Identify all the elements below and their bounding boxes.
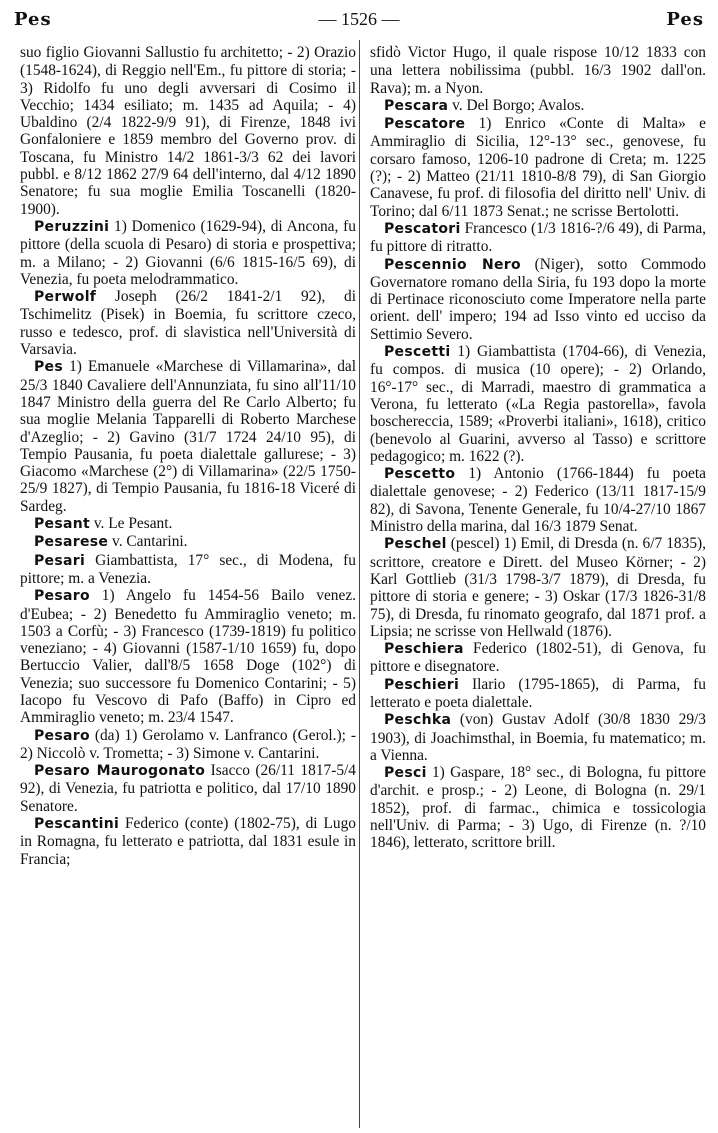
entry-text: 1) Angelo fu 1454-56 Bailo venez. d'Eubea; - 2) Benedetto fu Ammiraglio veneto; m. 1503 a Corfù; - 3) Francesco (1739-1819) fu politico veneziano; - 4) Giovanni (1587-1/10 1659) fu, dopo Bertuccio Valier, dall'8/5 1658 Doge (102°) di Venezia; suo successore fu Domenico Contarini; - 5) Iacopo fu Vescovo di Pafo (Baffo) in Cipro ed Ammiraglio veneto; m. 23/4 1547. bbox=[20, 587, 356, 727]
entry-text: 1) Gaspare, 18° sec., di Bologna, fu pittore d'archit. e prosp.; - 2) Leone, di Bologna (n. 29/1 1852), prof. di farmac., chimica e tossicologia nell'Univ. di Parma; - 3) Ugo, di Firenze (n. ?/10 1846), letterato, scrittore brill. bbox=[370, 764, 706, 852]
left-running-head: Pes bbox=[14, 8, 52, 30]
entry-headword: Pes bbox=[34, 359, 63, 376]
entry-text: Francesco (1/3 1816-?/6 49), di Parma, fu pittore di ritratto. bbox=[370, 219, 706, 256]
entry bbox=[20, 762, 356, 815]
left-column bbox=[20, 44, 356, 868]
entry bbox=[370, 343, 706, 465]
entry-headword: Peschieri bbox=[384, 676, 460, 693]
entry-text: suo figlio Giovanni Sallustio fu architetto; - 2) Orazio (1548-1624), di Reggio nell'Em., fu pittore di storia; - 3) Ridolfo fu uno degli avversari di Cosimo il Vecchio; 1434 esiliato; m. 1435 ad Aquila; - 4) Ubaldino (2/4 1822-9/9 91), di Firenze, 1848 ivi Gonfaloniere e 1859 membro del Governo prov. di Toscana, fu Ministro 14/2 1861-3/3 62 dei lavori pubbl. e 8/12 1862 27/9 64 dell'interno, dal 4/12 1890 Senatore; fu sua moglie Emilia Toscanelli (1820-1900). bbox=[20, 44, 356, 218]
entry bbox=[20, 533, 356, 551]
entry-text: v. Del Borgo; Avalos. bbox=[448, 96, 585, 114]
entry-headword: Pesarese bbox=[34, 534, 109, 551]
right-running-head: Pes bbox=[666, 8, 704, 30]
entry-headword: Pesaro bbox=[34, 727, 90, 744]
entry-text: Giambattista, 17° sec., di Modena, fu pittore; m. a Venezia. bbox=[20, 551, 356, 587]
column-divider bbox=[359, 40, 360, 1128]
entry bbox=[370, 465, 706, 535]
entry-headword: Pesari bbox=[34, 552, 86, 569]
entry bbox=[20, 587, 356, 726]
entry bbox=[370, 44, 706, 97]
entry-text: Ilario (1795-1865), di Parma, fu letterato e poeta dialettale. bbox=[370, 675, 706, 711]
entry-headword: Pescatore bbox=[384, 116, 466, 133]
entry bbox=[370, 220, 706, 256]
entry-headword: Pescetto bbox=[384, 466, 456, 483]
entry bbox=[370, 640, 706, 676]
page-header bbox=[14, 4, 704, 34]
entry-text: sfidò Victor Hugo, il quale rispose 10/12 1833 con una lettera nobilissima (pubbl. 16/3 1902 dall'on. Rava); m. a Nyon. bbox=[370, 44, 706, 97]
entry bbox=[20, 44, 356, 218]
entry bbox=[370, 764, 706, 851]
entry bbox=[20, 727, 356, 763]
entry-headword: Pescantini bbox=[34, 816, 120, 833]
entry-text: 1) Antonio (1766-1844) fu poeta dialettale genovese; - 2) Federico (13/11 1817-15/9 82), di Savona, Tenente Generale, fu 10/4-27/10 1867 Ministro della marina, dal 16/3 1879 Senat. bbox=[370, 465, 706, 536]
entry bbox=[370, 97, 706, 115]
entry bbox=[370, 115, 706, 220]
entry-headword: Peschel bbox=[384, 536, 447, 553]
entry-text: v. Cantarini. bbox=[108, 533, 188, 551]
entry-headword: Pesci bbox=[384, 765, 427, 782]
entry bbox=[370, 535, 706, 640]
entry-headword: Pesant bbox=[34, 516, 90, 533]
entry-text: Federico (conte) (1802-75), di Lugo in Romagna, fu letterato e patriotta, dal 1831 esule in Francia; bbox=[20, 815, 356, 868]
entry-text: (Niger), sotto Commodo Governatore romano della Siria, fu 193 dopo la morte di Pertinace riconosciuto come Imperatore nella parte orient. dell' impero; 194 ad Isso vinto ed ucciso da Settimio Severo. bbox=[370, 255, 707, 343]
entry-headword: Pescara bbox=[384, 97, 449, 114]
entry-headword: Pescennio Nero bbox=[384, 256, 521, 273]
entry-text: v. Le Pesant. bbox=[90, 515, 173, 533]
entry-text: (pescel) 1) Emil, di Dresda (n. 6/7 1835), scrittore, creatore e Dirett. del Museo Körner; - 2) Karl Gottlieb (31/3 1798-3/7 1879), di Dresda, fu pittore di storia e genere; - 3) Oskar (17/3 1826-31/8 75), di Dresda, fu rinomato geografo, dal 1871 prof. a Lipsia; ne scrisse von Hellwald (1876). bbox=[370, 535, 706, 640]
entry-headword: Pesaro bbox=[34, 588, 90, 605]
entry-text: 1) Giambattista (1704-66), di Venezia, fu compos. di musica (10 opere); - 2) Orlando, 16°-17° sec., di Marradi, maestro di grammatica a Verona, fu letterato («La Regia pastorella», favola boschereccia, 1589; «Proverbi italiani», 1618), critico (benevolo al Guarini, avverso al Tasso) e scrittore pedagogico; m. 1622 (?). bbox=[370, 343, 706, 465]
entry bbox=[20, 515, 356, 533]
entry-text: (da) 1) Gerolamo v. Lanfranco (Gerol.); - 2) Niccolò v. Trometta; - 3) Simone v. Cantarini. bbox=[20, 726, 356, 762]
entry-headword: Pescetti bbox=[384, 344, 451, 361]
entry bbox=[370, 256, 706, 343]
entry-text: (von) Gustav Adolf (30/8 1830 29/3 1903), di Joachimsthal, in Boemia, fu matematico; m. a Vienna. bbox=[370, 711, 706, 764]
entry-text: 1) Domenico (1629-94), di Ancona, fu pittore (della scuola di Pesaro) di storia e prospettiva; m. a Milano; - 2) Giovanni (6/6 1815-16/5 69), di Venezia, fu poeta melodrammatico. bbox=[20, 217, 356, 288]
entry-headword: Peruzzini bbox=[34, 218, 110, 235]
entry-headword: Peschka bbox=[384, 712, 452, 729]
entry-text: Isacco (26/11 1817-5/4 92), di Venezia, fu patriotta e politico, dal 17/10 1890 Senatore. bbox=[20, 762, 356, 815]
entry bbox=[20, 358, 356, 515]
entry-headword: Pescatori bbox=[384, 220, 461, 237]
entry bbox=[20, 288, 356, 358]
entry bbox=[20, 218, 356, 288]
entry bbox=[370, 676, 706, 712]
entry bbox=[20, 552, 356, 588]
entry-headword: Peschiera bbox=[384, 641, 464, 658]
entry-headword: Perwolf bbox=[34, 289, 97, 306]
entry-text: Federico (1802-51), di Genova, fu pittore e disegnatore. bbox=[370, 640, 706, 676]
page-number: — 1526 — bbox=[318, 8, 400, 29]
entry-text: 1) Emanuele «Marchese di Villamarina», dal 25/3 1840 Cavaliere dell'Annunziata, fu sino all'11/10 1847 Ministro della guerra del Re Carlo Alberto; fu sua moglie Melania Tapparelli di Roberto Marchese d'Azeglio; - 2) Gavino (31/7 1724 24/10 95), di Tempio Pausania, fu poeta dialettale gallurese; - 3) Giacomo «Marchese (2°) di Villamarina» (22/5 1750-25/9 1827), di Tempio Pausania, fu 1816-18 Viceré di Sardeg. bbox=[20, 358, 356, 515]
right-column bbox=[370, 44, 706, 852]
entry bbox=[20, 815, 356, 868]
entry-text: 1) Enrico «Conte di Malta» e Ammiraglio di Sicilia, 12°-13° sec., genovese, fu corsaro famoso, 1206-10 padrone di Creta; m. 1225 (?); - 2) Matteo (21/11 1810-8/8 79), di San Giorgio Canavese, fu prof. di filosofia del diritto nell' Univ. di Torino; dal 6/11 1873 Senat.; ne scrisse Bertolotti. bbox=[370, 115, 706, 220]
entry bbox=[370, 711, 706, 764]
entry-text: Joseph (26/2 1841-2/1 92), di Tschimelitz (Pisek) in Boemia, fu scrittore czeco, russo e tedesco, prof. di slavistica nell'Università di Varsavia. bbox=[20, 288, 356, 359]
entry-headword: Pesaro Maurogonato bbox=[34, 763, 206, 780]
